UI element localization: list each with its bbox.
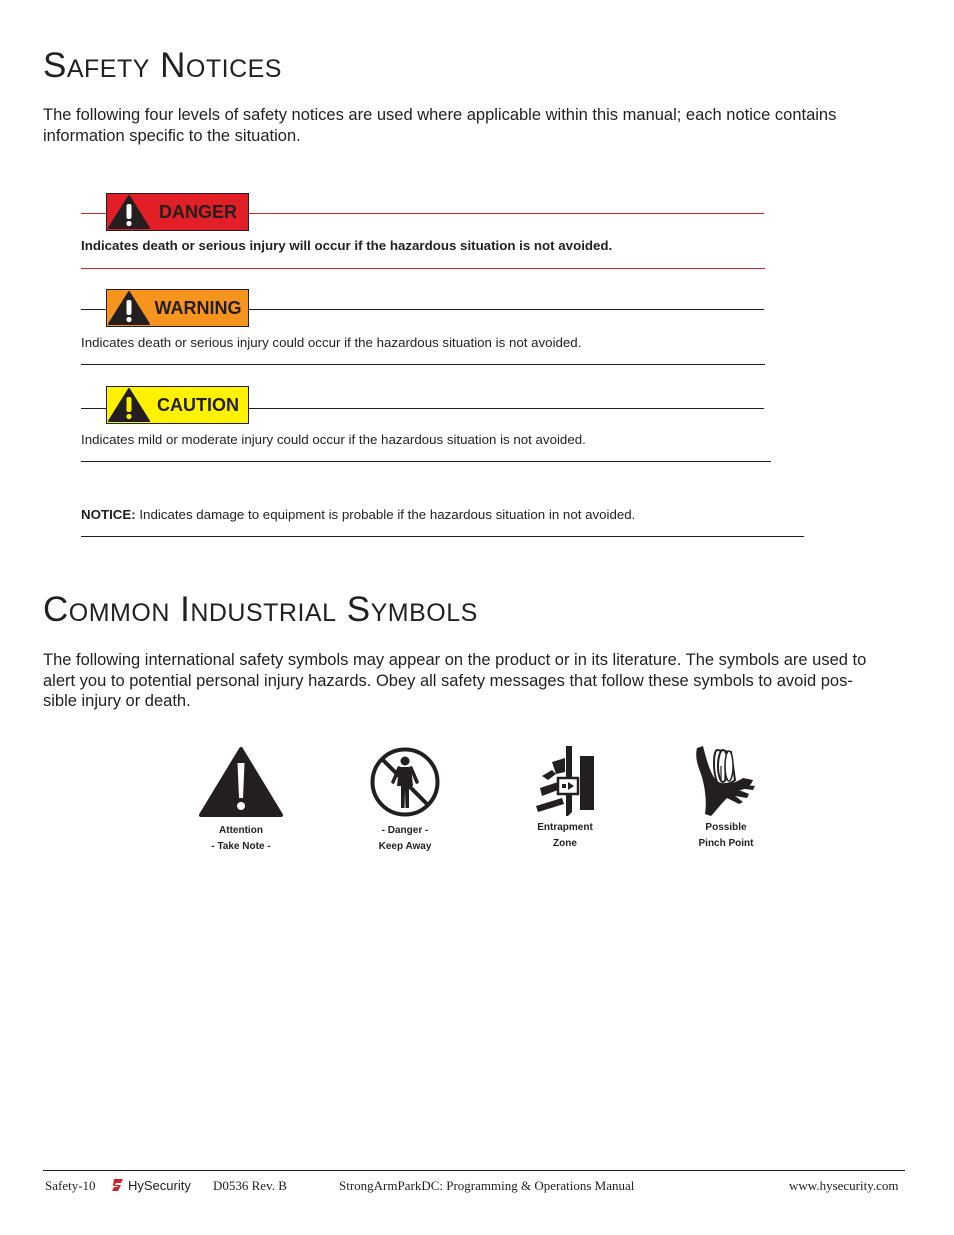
caution-triangle-icon xyxy=(107,387,151,423)
hysecurity-logo-icon xyxy=(110,1177,126,1193)
safety-notices-heading: Safety Notices xyxy=(43,46,282,85)
danger-label: DANGER xyxy=(158,201,237,222)
symbol-pinch-line1: Possible xyxy=(705,822,747,833)
caution-text: Indicates mild or moderate injury could occur if the hazardous situation is not avoided. xyxy=(81,432,586,447)
caution-label: CAUTION xyxy=(157,394,239,415)
danger-warning-triangle-icon xyxy=(107,194,151,230)
notice-text xyxy=(81,507,635,522)
symbol-keep-away xyxy=(355,746,455,854)
danger-bottom-rule xyxy=(81,268,765,269)
caution-badge xyxy=(106,386,249,424)
footer-logo xyxy=(110,1175,191,1195)
footer-page-number: Safety-10 xyxy=(45,1178,96,1193)
warning-badge xyxy=(106,289,249,327)
notice-label: NOTICE: xyxy=(81,507,136,522)
intro-line-1: The following international safety symbols may appear on the product or in its literature. The symbols are used to xyxy=(43,651,867,669)
symbol-keep-away-line1: - Danger - xyxy=(381,825,429,836)
notice-description: Indicates damage to equipment is probable if the hazardous situation in not avoided. xyxy=(135,507,636,522)
industrial-symbols-heading: Common Industrial Symbols xyxy=(43,590,478,629)
footer-rule xyxy=(43,1170,905,1171)
intro-line-2: alert you to potential personal injury hazards. Obey all safety messages that follow these symbols to avoid pos- xyxy=(43,671,853,690)
symbol-attention-line1: Attention xyxy=(219,825,263,836)
symbol-attention xyxy=(191,746,291,854)
symbol-pinch-point xyxy=(676,742,776,851)
footer-manual-title: StrongArmParkDC: Programming & Operations Manual xyxy=(339,1178,635,1193)
warning-triangle-icon xyxy=(107,290,151,326)
symbol-entrapment-zone xyxy=(515,742,615,851)
warning-text: Indicates death or serious injury could occur if the hazardous situation is not avoided. xyxy=(81,335,582,350)
symbol-keep-away-line2: Keep Away xyxy=(378,840,432,852)
attention-icon xyxy=(198,746,284,818)
pinch-point-icon xyxy=(691,742,761,818)
danger-text: Indicates death or serious injury will occur if the hazardous situation is not avoided. xyxy=(81,238,613,253)
industrial-symbols-intro xyxy=(43,650,923,712)
warning-bottom-rule xyxy=(81,364,765,365)
keep-away-icon xyxy=(369,746,441,818)
footer-url[interactable]: www.hysecurity.com xyxy=(789,1178,899,1193)
entrapment-zone-icon xyxy=(532,742,598,818)
warning-label: WARNING xyxy=(154,297,242,318)
danger-badge xyxy=(106,193,249,231)
intro-line-3: sible injury or death. xyxy=(43,692,191,710)
symbol-entrapment-line1: Entrapment xyxy=(537,822,593,833)
footer-doc-number: D0536 Rev. B xyxy=(213,1178,287,1193)
symbol-attention-line2: - Take Note - xyxy=(211,840,271,852)
notice-bottom-rule xyxy=(81,536,804,537)
symbol-entrapment-line2: Zone xyxy=(553,837,577,849)
caution-bottom-rule xyxy=(81,461,771,462)
safety-notices-intro: The following four levels of safety notices are used where applicable within this manual; each notice contains information specific to the situation. xyxy=(43,106,837,145)
footer-logo-text: HySecurity xyxy=(128,1177,191,1193)
symbol-pinch-line2: Pinch Point xyxy=(698,837,754,849)
